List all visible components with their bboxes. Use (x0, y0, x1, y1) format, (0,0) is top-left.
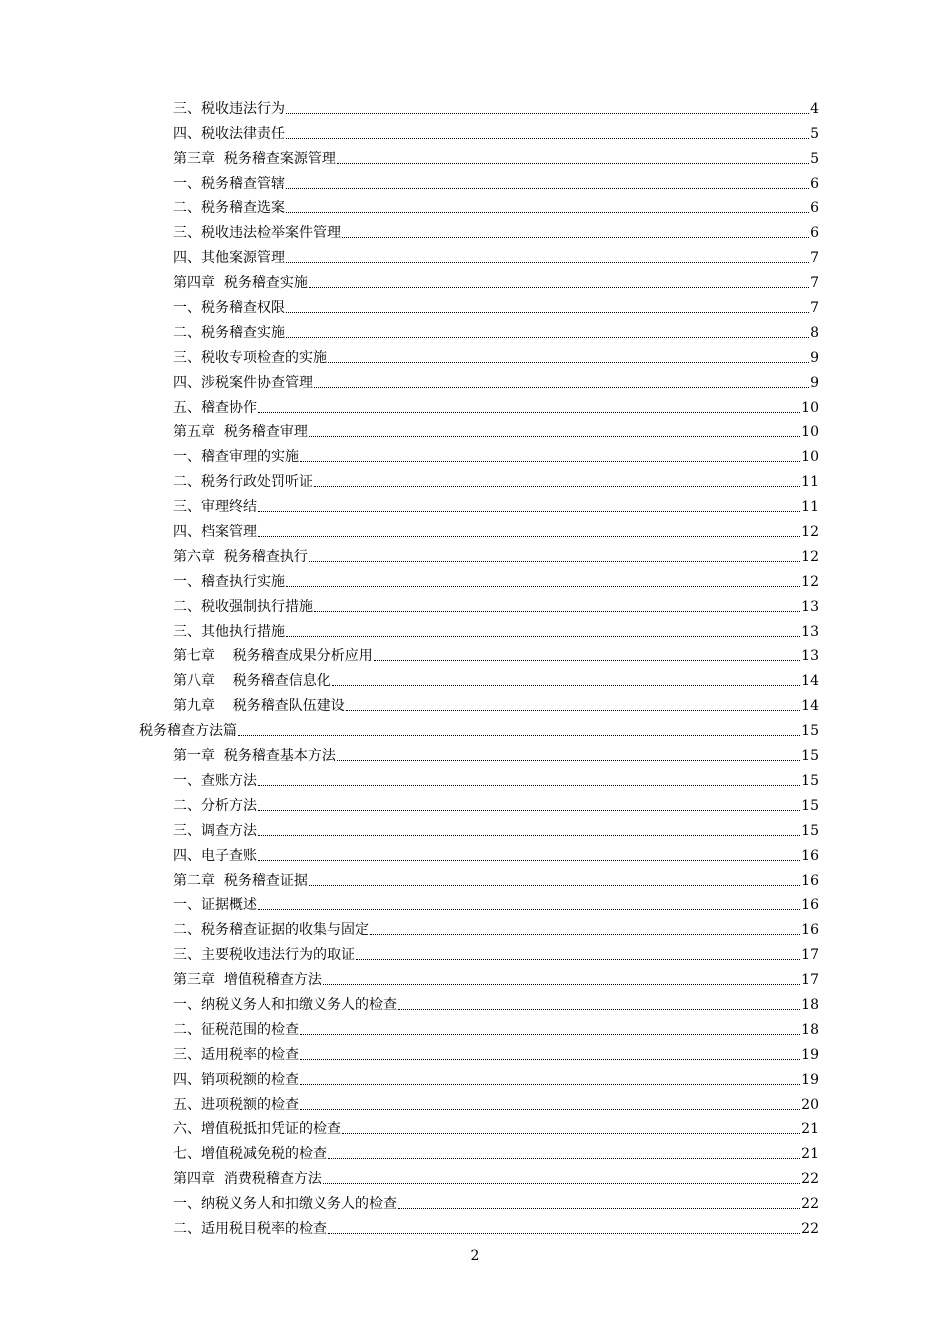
toc-dot-leader (342, 237, 809, 238)
toc-entry-title: 四、销项税额的检查 (173, 1071, 299, 1088)
toc-entry[interactable] (0, 168, 950, 193)
toc-entry-title: 第四章 消费税稽查方法 (173, 1171, 322, 1188)
toc-dot-leader (258, 860, 800, 861)
toc-dot-leader (328, 1233, 800, 1234)
toc-entry-title: 三、调查方法 (173, 822, 257, 839)
toc-dot-leader (286, 636, 800, 637)
toc-entry-page: 11 (801, 499, 819, 516)
toc-entry-title: 第一章 税务稽查基本方法 (173, 748, 336, 765)
toc-entry-title: 三、其他执行措施 (173, 623, 285, 640)
toc-entry-page: 12 (801, 548, 819, 565)
toc-dot-leader (286, 262, 809, 263)
toc-entry-page: 18 (801, 1021, 819, 1038)
toc-entry[interactable] (0, 665, 950, 690)
toc-entry[interactable] (0, 914, 950, 939)
toc-entry-title: 一、稽查审理的实施 (173, 449, 299, 466)
toc-entry-page: 13 (801, 648, 819, 665)
toc-dot-leader (258, 536, 800, 537)
toc-entry-title: 三、审理终结 (173, 499, 257, 516)
toc-entry-page: 10 (801, 449, 819, 466)
toc-entry[interactable] (0, 217, 950, 242)
toc-entry-page: 11 (801, 474, 819, 491)
toc-entry-page: 13 (801, 623, 819, 640)
toc-entry-page: 21 (801, 1121, 819, 1138)
toc-entry[interactable] (0, 441, 950, 466)
toc-entry-page: 18 (801, 996, 819, 1013)
toc-entry-title: 四、涉税案件协查管理 (173, 374, 313, 391)
toc-entry-title: 一、纳税义务人和扣缴义务人的检查 (173, 1196, 397, 1213)
toc-dot-leader (337, 760, 800, 761)
toc-entry[interactable] (0, 1039, 950, 1064)
toc-entry-page: 22 (801, 1220, 819, 1237)
toc-dot-leader (323, 1183, 800, 1184)
toc-entry[interactable] (0, 641, 950, 666)
toc-entry[interactable] (0, 765, 950, 790)
toc-dot-leader (332, 685, 800, 686)
toc-entry-title: 二、适用税目税率的检查 (173, 1220, 327, 1237)
toc-entry-page: 14 (801, 673, 819, 690)
toc-entry-page: 17 (801, 947, 819, 964)
toc-dot-leader (337, 163, 809, 164)
toc-dot-leader (286, 212, 809, 213)
toc-entry-title: 一、稽查执行实施 (173, 573, 285, 590)
toc-entry[interactable] (0, 93, 950, 118)
toc-dot-leader (314, 611, 800, 612)
toc-entry[interactable] (0, 566, 950, 591)
toc-entry-title: 三、适用税率的检查 (173, 1046, 299, 1063)
toc-dot-leader (286, 337, 809, 338)
toc-entry-page: 17 (801, 972, 819, 989)
toc-dot-leader (286, 138, 809, 139)
toc-entry-page: 20 (801, 1096, 819, 1113)
toc-dot-leader (286, 586, 800, 587)
toc-entry-title: 第六章 税务稽查执行 (173, 548, 308, 565)
toc-entry[interactable] (0, 740, 950, 765)
toc-entry-page: 13 (801, 598, 819, 615)
toc-entry[interactable] (0, 690, 950, 715)
toc-entry[interactable] (0, 715, 950, 740)
toc-entry-title: 第七章 税务稽查成果分析应用 (173, 648, 373, 665)
toc-entry-title: 第四章 税务稽查实施 (173, 275, 308, 292)
toc-entry-title: 五、进项税额的检查 (173, 1096, 299, 1113)
toc-entry-title: 第三章 税务稽查案源管理 (173, 150, 336, 167)
toc-entry-page: 7 (810, 250, 819, 267)
toc-dot-leader (309, 561, 800, 562)
toc-entry-page: 16 (801, 847, 819, 864)
toc-entry[interactable] (0, 591, 950, 616)
toc-entry[interactable] (0, 541, 950, 566)
toc-dot-leader (286, 312, 809, 313)
toc-dot-leader (314, 486, 800, 487)
toc-dot-leader (300, 1109, 800, 1110)
toc-entry-title: 一、证据概述 (173, 897, 257, 914)
toc-entry[interactable] (0, 1213, 950, 1238)
toc-entry-page: 16 (801, 922, 819, 939)
toc-dot-leader (286, 188, 809, 189)
toc-entry-page: 6 (810, 175, 819, 192)
toc-dot-leader (328, 1158, 800, 1159)
page-number: 2 (470, 1248, 480, 1264)
toc-entry-page: 15 (801, 822, 819, 839)
toc-entry-title: 二、税务稽查选案 (173, 200, 285, 217)
toc-dot-leader (398, 1208, 800, 1209)
toc-entry-title: 四、税收法律责任 (173, 125, 285, 142)
toc-entry-page: 21 (801, 1146, 819, 1163)
toc-entry-page: 7 (810, 275, 819, 292)
toc-entry-title: 二、税收强制执行措施 (173, 598, 313, 615)
toc-dot-leader (258, 412, 800, 413)
toc-entry-page: 19 (801, 1071, 819, 1088)
toc-entry-page: 9 (810, 349, 819, 366)
toc-dot-leader (238, 735, 800, 736)
toc-dot-leader (300, 461, 800, 462)
toc-dot-leader (314, 387, 809, 388)
toc-entry-title: 七、增值税减免税的检查 (173, 1146, 327, 1163)
toc-entry-title: 六、增值税抵扣凭证的检查 (173, 1121, 341, 1138)
toc-dot-leader (342, 1133, 800, 1134)
toc-entry-page: 15 (801, 723, 819, 740)
toc-entry[interactable] (0, 840, 950, 865)
toc-entry[interactable] (0, 342, 950, 367)
toc-dot-leader (300, 1034, 800, 1035)
toc-dot-leader (309, 436, 800, 437)
toc-entry-page: 15 (801, 748, 819, 765)
toc-entry-title: 税务稽查方法篇 (139, 723, 237, 740)
toc-dot-leader (258, 785, 800, 786)
toc-dot-leader (374, 660, 800, 661)
toc-entry[interactable] (0, 193, 950, 218)
toc-entry[interactable] (0, 865, 950, 890)
toc-entry[interactable] (0, 367, 950, 392)
toc-entry-title: 一、查账方法 (173, 772, 257, 789)
toc-dot-leader (370, 934, 800, 935)
toc-entry[interactable] (0, 1163, 950, 1188)
toc-entry[interactable] (0, 516, 950, 541)
toc-dot-leader (258, 810, 800, 811)
toc-dot-leader (258, 909, 800, 910)
toc-dot-leader (300, 1084, 800, 1085)
toc-entry[interactable] (0, 1138, 950, 1163)
toc-entry-title: 四、电子查账 (173, 847, 257, 864)
toc-entry-page: 4 (810, 100, 819, 117)
toc-dot-leader (328, 362, 809, 363)
table-of-contents (0, 93, 950, 1238)
toc-entry[interactable] (0, 890, 950, 915)
toc-entry-page: 19 (801, 1046, 819, 1063)
toc-entry[interactable] (0, 989, 950, 1014)
toc-entry-title: 二、税务稽查证据的收集与固定 (173, 922, 369, 939)
toc-entry-title: 五、稽查协作 (173, 399, 257, 416)
toc-entry[interactable] (0, 790, 950, 815)
toc-entry[interactable] (0, 242, 950, 267)
toc-entry[interactable] (0, 466, 950, 491)
toc-entry-title: 二、征税范围的检查 (173, 1021, 299, 1038)
toc-entry-title: 一、纳税义务人和扣缴义务人的检查 (173, 996, 397, 1013)
toc-entry[interactable] (0, 964, 950, 989)
toc-dot-leader (258, 511, 800, 512)
toc-entry-page: 6 (810, 200, 819, 217)
toc-entry-page: 16 (801, 872, 819, 889)
toc-entry-page: 15 (801, 772, 819, 789)
toc-entry-title: 第二章 税务稽查证据 (173, 872, 308, 889)
toc-entry-title: 第八章 税务稽查信息化 (173, 673, 331, 690)
toc-entry-page: 6 (810, 225, 819, 242)
toc-entry-title: 三、税收违法检举案件管理 (173, 225, 341, 242)
toc-entry[interactable] (0, 292, 950, 317)
toc-entry[interactable] (0, 143, 950, 168)
toc-dot-leader (323, 984, 800, 985)
toc-entry-page: 9 (810, 374, 819, 391)
toc-dot-leader (356, 959, 800, 960)
toc-entry-title: 第九章 税务稽查队伍建设 (173, 698, 345, 715)
toc-entry-title: 三、主要税收违法行为的取证 (173, 947, 355, 964)
toc-dot-leader (286, 113, 809, 114)
toc-entry-title: 四、档案管理 (173, 524, 257, 541)
toc-entry-title: 四、其他案源管理 (173, 250, 285, 267)
toc-entry[interactable] (0, 317, 950, 342)
toc-entry[interactable] (0, 1089, 950, 1114)
toc-entry[interactable] (0, 1064, 950, 1089)
toc-entry-title: 一、税务稽查权限 (173, 300, 285, 317)
toc-entry-page: 12 (801, 524, 819, 541)
toc-entry[interactable] (0, 815, 950, 840)
toc-entry[interactable] (0, 417, 950, 442)
toc-entry[interactable] (0, 616, 950, 641)
toc-dot-leader (258, 835, 800, 836)
toc-entry-title: 三、税收违法行为 (173, 100, 285, 117)
toc-entry[interactable] (0, 1014, 950, 1039)
toc-entry-title: 二、税务行政处罚听证 (173, 474, 313, 491)
toc-dot-leader (309, 885, 800, 886)
toc-dot-leader (346, 710, 800, 711)
toc-entry-title: 第三章 增值税稽查方法 (173, 972, 322, 989)
toc-dot-leader (398, 1009, 800, 1010)
toc-entry-page: 12 (801, 573, 819, 590)
toc-entry[interactable] (0, 118, 950, 143)
toc-entry[interactable] (0, 939, 950, 964)
toc-entry-page: 15 (801, 797, 819, 814)
toc-entry-page: 7 (810, 300, 819, 317)
toc-entry-page: 10 (801, 424, 819, 441)
toc-entry-page: 5 (810, 125, 819, 142)
toc-entry-page: 5 (810, 150, 819, 167)
toc-entry[interactable] (0, 491, 950, 516)
toc-entry-page: 10 (801, 399, 819, 416)
toc-entry[interactable] (0, 1188, 950, 1213)
toc-entry-title: 二、分析方法 (173, 797, 257, 814)
toc-entry-page: 8 (810, 324, 819, 341)
toc-entry[interactable] (0, 392, 950, 417)
toc-entry-title: 二、税务稽查实施 (173, 324, 285, 341)
toc-entry-title: 一、税务稽查管辖 (173, 175, 285, 192)
toc-entry-page: 16 (801, 897, 819, 914)
toc-dot-leader (309, 287, 809, 288)
toc-entry-page: 14 (801, 698, 819, 715)
toc-entry-page: 22 (801, 1171, 819, 1188)
toc-entry-page: 22 (801, 1196, 819, 1213)
toc-entry-title: 三、税收专项检查的实施 (173, 349, 327, 366)
toc-entry[interactable] (0, 267, 950, 292)
toc-entry-title: 第五章 税务稽查审理 (173, 424, 308, 441)
toc-dot-leader (300, 1059, 800, 1060)
toc-entry[interactable] (0, 1114, 950, 1139)
